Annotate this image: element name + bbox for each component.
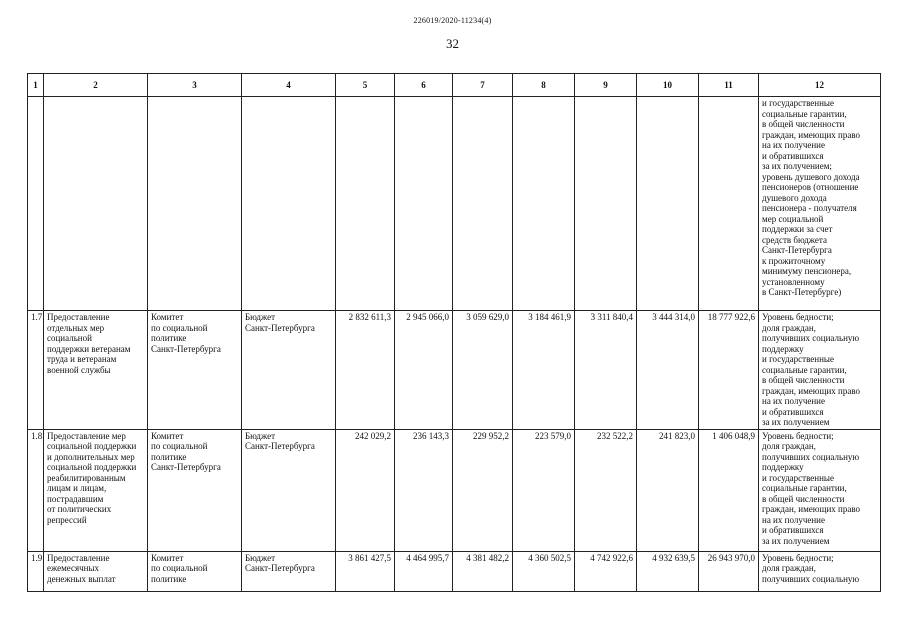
table-row bbox=[28, 429, 881, 551]
funding-source: Бюджет Санкт-Петербурга bbox=[242, 311, 336, 430]
value-cell: 4 742 922,6 bbox=[575, 551, 637, 591]
value-cell: 4 360 502,5 bbox=[513, 551, 575, 591]
value-cell: 229 952,2 bbox=[453, 429, 513, 551]
value-cell: 3 059 629,0 bbox=[453, 311, 513, 430]
value-cell: 242 029,2 bbox=[336, 429, 395, 551]
empty-cell bbox=[699, 97, 759, 311]
value-cell: 236 143,3 bbox=[395, 429, 453, 551]
executor-cell: Комитет по социальной политике Санкт-Петербурга bbox=[148, 429, 242, 551]
indicator-cell: и государственные социальные гарантии, в общей численности граждан, имеющих право на их получение и обратившихся за их получением; уровень душевого дохода пенсионеров (отношение душевого дохода пенсионера - получателя мер социальной поддержки за счет средств бюджета Санкт-Петербурга к прожиточному минимуму пенсионера, установленному в Санкт-Петербурге) bbox=[759, 97, 881, 311]
row-index: 1.7 bbox=[28, 311, 44, 430]
empty-cell bbox=[336, 97, 395, 311]
row-index: 1.8 bbox=[28, 429, 44, 551]
column-header: 10 bbox=[637, 74, 699, 97]
value-cell: 3 444 314,0 bbox=[637, 311, 699, 430]
value-cell: 4 932 639,5 bbox=[637, 551, 699, 591]
row-index: 1.9 bbox=[28, 551, 44, 591]
column-header: 9 bbox=[575, 74, 637, 97]
indicator-cell: Уровень бедности; доля граждан, получивших социальную bbox=[759, 551, 881, 591]
column-header-row bbox=[28, 74, 881, 97]
continuation-row bbox=[28, 97, 881, 311]
column-header: 12 bbox=[759, 74, 881, 97]
total-cell: 26 943 970,0 bbox=[699, 551, 759, 591]
empty-cell bbox=[637, 97, 699, 311]
value-cell: 4 464 995,7 bbox=[395, 551, 453, 591]
table-row bbox=[28, 311, 881, 430]
empty-cell bbox=[575, 97, 637, 311]
value-cell: 4 381 482,2 bbox=[453, 551, 513, 591]
value-cell: 232 522,2 bbox=[575, 429, 637, 551]
column-header: 2 bbox=[44, 74, 148, 97]
empty-cell bbox=[513, 97, 575, 311]
table-row bbox=[28, 551, 881, 591]
empty-cell bbox=[453, 97, 513, 311]
activity-name: Предоставление ежемесячных денежных выплат bbox=[44, 551, 148, 591]
activity-name: Предоставление отдельных мер социальной поддержки ветеранам труда и ветеранам военной службы bbox=[44, 311, 148, 430]
column-header: 1 bbox=[28, 74, 44, 97]
document-code: 226019/2020-11234(4) bbox=[413, 16, 492, 25]
empty-cell bbox=[148, 97, 242, 311]
total-cell: 18 777 922,6 bbox=[699, 311, 759, 430]
column-header: 8 bbox=[513, 74, 575, 97]
funding-source: Бюджет Санкт-Петербурга bbox=[242, 551, 336, 591]
empty-cell bbox=[28, 97, 44, 311]
value-cell: 2 945 066,0 bbox=[395, 311, 453, 430]
indicator-cell: Уровень бедности; доля граждан, получивших социальную поддержку и государственные социальные гарантии, в общей численности граждан, имеющих право на их получение и обратившихся за их получением bbox=[759, 429, 881, 551]
value-cell: 241 823,0 bbox=[637, 429, 699, 551]
page-number: 32 bbox=[446, 36, 459, 51]
empty-cell bbox=[395, 97, 453, 311]
value-cell: 3 861 427,5 bbox=[336, 551, 395, 591]
column-header: 4 bbox=[242, 74, 336, 97]
budget-table bbox=[27, 73, 881, 592]
value-cell: 223 579,0 bbox=[513, 429, 575, 551]
column-header: 5 bbox=[336, 74, 395, 97]
total-cell: 1 406 048,9 bbox=[699, 429, 759, 551]
value-cell: 2 832 611,3 bbox=[336, 311, 395, 430]
column-header: 11 bbox=[699, 74, 759, 97]
activity-name: Предоставление мер социальной поддержки и дополнительных мер социальной поддержки реабилитированным лицам и лицам, пострадавшим от политических репрессий bbox=[44, 429, 148, 551]
funding-source: Бюджет Санкт-Петербурга bbox=[242, 429, 336, 551]
empty-cell bbox=[44, 97, 148, 311]
indicator-cell: Уровень бедности; доля граждан, получивших социальную поддержку и государственные социальные гарантии, в общей численности граждан, имеющих право на их получение и обратившихся за их получением bbox=[759, 311, 881, 430]
empty-cell bbox=[242, 97, 336, 311]
column-header: 7 bbox=[453, 74, 513, 97]
column-header: 3 bbox=[148, 74, 242, 97]
value-cell: 3 311 840,4 bbox=[575, 311, 637, 430]
column-header: 6 bbox=[395, 74, 453, 97]
executor-cell: Комитет по социальной политике bbox=[148, 551, 242, 591]
executor-cell: Комитет по социальной политике Санкт-Петербурга bbox=[148, 311, 242, 430]
value-cell: 3 184 461,9 bbox=[513, 311, 575, 430]
